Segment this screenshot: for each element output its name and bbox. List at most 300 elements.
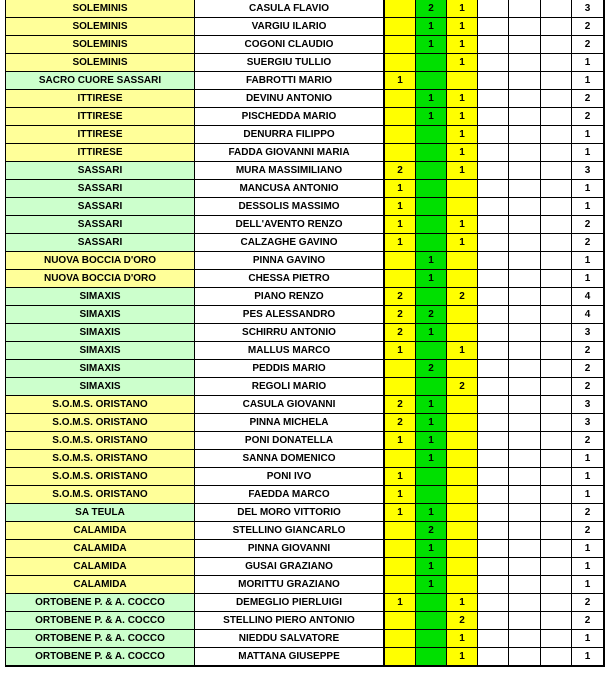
standings-table-body (6, 0, 605, 666)
empty-cell (478, 198, 509, 216)
score-a-cell: 2 (384, 306, 416, 324)
score-b-cell: 2 (416, 360, 447, 378)
table-row (6, 90, 605, 108)
score-b-cell (416, 288, 447, 306)
standings-table (5, 0, 605, 667)
player-name-cell: PIANO RENZO (195, 288, 385, 306)
score-c-cell: 1 (447, 162, 478, 180)
empty-cell (541, 504, 572, 522)
empty-cell (478, 234, 509, 252)
team-cell: SASSARI (6, 198, 195, 216)
score-b-cell: 1 (416, 108, 447, 126)
total-cell: 2 (572, 432, 605, 450)
score-b-cell: 1 (416, 558, 447, 576)
score-a-cell: 1 (384, 198, 416, 216)
empty-cell (541, 72, 572, 90)
score-b-cell: 1 (416, 504, 447, 522)
score-c-cell (447, 414, 478, 432)
empty-cell (541, 612, 572, 630)
total-cell: 2 (572, 504, 605, 522)
empty-cell (509, 18, 541, 36)
empty-cell (509, 270, 541, 288)
team-cell: SASSARI (6, 216, 195, 234)
player-name-cell: FADDA GIOVANNI MARIA (195, 144, 385, 162)
empty-cell (509, 0, 541, 18)
empty-cell (541, 108, 572, 126)
empty-cell (541, 594, 572, 612)
empty-cell (478, 144, 509, 162)
empty-cell (541, 126, 572, 144)
score-c-cell: 1 (447, 342, 478, 360)
table-row (6, 342, 605, 360)
total-cell: 2 (572, 18, 605, 36)
table-row (6, 270, 605, 288)
score-a-cell (384, 54, 416, 72)
total-cell: 3 (572, 162, 605, 180)
player-name-cell: MATTANA GIUSEPPE (195, 648, 385, 667)
total-cell: 3 (572, 0, 605, 18)
team-cell: NUOVA BOCCIA D'ORO (6, 270, 195, 288)
empty-cell (509, 72, 541, 90)
score-b-cell (416, 198, 447, 216)
team-cell: SIMAXIS (6, 324, 195, 342)
table-row (6, 72, 605, 90)
score-a-cell (384, 558, 416, 576)
empty-cell (509, 306, 541, 324)
score-a-cell: 1 (384, 234, 416, 252)
empty-cell (541, 342, 572, 360)
total-cell: 3 (572, 396, 605, 414)
empty-cell (478, 126, 509, 144)
score-b-cell (416, 72, 447, 90)
score-c-cell: 1 (447, 594, 478, 612)
player-name-cell: FABROTTI MARIO (195, 72, 385, 90)
empty-cell (541, 540, 572, 558)
empty-cell (509, 630, 541, 648)
total-cell: 1 (572, 144, 605, 162)
table-row (6, 18, 605, 36)
score-c-cell (447, 468, 478, 486)
total-cell: 2 (572, 36, 605, 54)
player-name-cell: MORITTU GRAZIANO (195, 576, 385, 594)
empty-cell (509, 486, 541, 504)
score-a-cell (384, 360, 416, 378)
score-c-cell (447, 522, 478, 540)
empty-cell (509, 162, 541, 180)
empty-cell (509, 576, 541, 594)
empty-cell (478, 162, 509, 180)
table-row (6, 306, 605, 324)
empty-cell (509, 558, 541, 576)
empty-cell (478, 648, 509, 667)
total-cell: 2 (572, 522, 605, 540)
score-c-cell (447, 486, 478, 504)
score-a-cell: 1 (384, 468, 416, 486)
score-b-cell: 2 (416, 306, 447, 324)
team-cell: ORTOBENE P. & A. COCCO (6, 612, 195, 630)
empty-cell (509, 594, 541, 612)
empty-cell (509, 360, 541, 378)
total-cell: 1 (572, 126, 605, 144)
total-cell: 1 (572, 648, 605, 667)
empty-cell (478, 468, 509, 486)
player-name-cell: DEVINU ANTONIO (195, 90, 385, 108)
empty-cell (478, 72, 509, 90)
empty-cell (478, 396, 509, 414)
score-b-cell: 1 (416, 324, 447, 342)
empty-cell (509, 54, 541, 72)
total-cell: 2 (572, 342, 605, 360)
table-row (6, 324, 605, 342)
score-b-cell (416, 594, 447, 612)
empty-cell (509, 468, 541, 486)
total-cell: 1 (572, 270, 605, 288)
empty-cell (509, 108, 541, 126)
empty-cell (541, 198, 572, 216)
table-row (6, 594, 605, 612)
player-name-cell: PES ALESSANDRO (195, 306, 385, 324)
player-name-cell: NIEDDU SALVATORE (195, 630, 385, 648)
total-cell: 1 (572, 252, 605, 270)
table-row (6, 180, 605, 198)
empty-cell (541, 468, 572, 486)
team-cell: SOLEMINIS (6, 18, 195, 36)
total-cell: 1 (572, 558, 605, 576)
score-c-cell: 1 (447, 630, 478, 648)
score-c-cell (447, 72, 478, 90)
empty-cell (478, 216, 509, 234)
empty-cell (478, 522, 509, 540)
team-cell: S.O.M.S. ORISTANO (6, 432, 195, 450)
score-c-cell: 1 (447, 108, 478, 126)
score-c-cell: 2 (447, 378, 478, 396)
score-a-cell (384, 36, 416, 54)
team-cell: S.O.M.S. ORISTANO (6, 468, 195, 486)
score-c-cell (447, 198, 478, 216)
score-a-cell: 2 (384, 396, 416, 414)
table-row (6, 522, 605, 540)
table-row (6, 558, 605, 576)
total-cell: 1 (572, 540, 605, 558)
table-row (6, 252, 605, 270)
table-row (6, 432, 605, 450)
player-name-cell: PISCHEDDA MARIO (195, 108, 385, 126)
total-cell: 2 (572, 378, 605, 396)
total-cell: 4 (572, 306, 605, 324)
score-b-cell: 1 (416, 270, 447, 288)
score-c-cell (447, 270, 478, 288)
score-b-cell (416, 378, 447, 396)
table-row (6, 198, 605, 216)
player-name-cell: VARGIU ILARIO (195, 18, 385, 36)
empty-cell (509, 216, 541, 234)
team-cell: ITTIRESE (6, 126, 195, 144)
empty-cell (509, 144, 541, 162)
empty-cell (478, 36, 509, 54)
empty-cell (509, 378, 541, 396)
score-a-cell (384, 270, 416, 288)
empty-cell (509, 450, 541, 468)
score-c-cell: 1 (447, 0, 478, 18)
empty-cell (541, 630, 572, 648)
score-b-cell (416, 216, 447, 234)
total-cell: 2 (572, 612, 605, 630)
score-c-cell (447, 432, 478, 450)
team-cell: SA TEULA (6, 504, 195, 522)
score-b-cell (416, 468, 447, 486)
score-c-cell: 1 (447, 54, 478, 72)
table-row (6, 450, 605, 468)
score-b-cell: 1 (416, 540, 447, 558)
score-b-cell (416, 162, 447, 180)
team-cell: S.O.M.S. ORISTANO (6, 486, 195, 504)
total-cell: 2 (572, 90, 605, 108)
empty-cell (509, 198, 541, 216)
empty-cell (478, 630, 509, 648)
player-name-cell: MURA MASSIMILIANO (195, 162, 385, 180)
player-name-cell: DEL MORO VITTORIO (195, 504, 385, 522)
player-name-cell: PONI IVO (195, 468, 385, 486)
score-b-cell (416, 144, 447, 162)
score-b-cell: 1 (416, 36, 447, 54)
total-cell: 2 (572, 594, 605, 612)
player-name-cell: CHESSA PIETRO (195, 270, 385, 288)
team-cell: S.O.M.S. ORISTANO (6, 414, 195, 432)
empty-cell (509, 540, 541, 558)
empty-cell (478, 324, 509, 342)
empty-cell (478, 288, 509, 306)
empty-cell (509, 396, 541, 414)
table-row (6, 486, 605, 504)
score-c-cell: 1 (447, 18, 478, 36)
score-a-cell: 1 (384, 486, 416, 504)
score-b-cell (416, 648, 447, 667)
player-name-cell: PINNA GAVINO (195, 252, 385, 270)
score-a-cell (384, 0, 416, 18)
score-b-cell: 2 (416, 522, 447, 540)
team-cell: SASSARI (6, 162, 195, 180)
empty-cell (478, 306, 509, 324)
total-cell: 1 (572, 630, 605, 648)
score-c-cell (447, 558, 478, 576)
score-b-cell: 1 (416, 432, 447, 450)
score-a-cell (384, 630, 416, 648)
total-cell: 4 (572, 288, 605, 306)
score-a-cell: 2 (384, 288, 416, 306)
player-name-cell: CALZAGHE GAVINO (195, 234, 385, 252)
score-a-cell (384, 378, 416, 396)
score-c-cell: 1 (447, 126, 478, 144)
table-row (6, 612, 605, 630)
player-name-cell: GUSAI GRAZIANO (195, 558, 385, 576)
empty-cell (509, 288, 541, 306)
team-cell: ORTOBENE P. & A. COCCO (6, 648, 195, 667)
player-name-cell: FAEDDA MARCO (195, 486, 385, 504)
team-cell: SASSARI (6, 234, 195, 252)
empty-cell (478, 360, 509, 378)
player-name-cell: PINNA GIOVANNI (195, 540, 385, 558)
team-cell: S.O.M.S. ORISTANO (6, 396, 195, 414)
score-c-cell: 1 (447, 36, 478, 54)
empty-cell (541, 396, 572, 414)
empty-cell (509, 180, 541, 198)
score-a-cell (384, 648, 416, 667)
player-name-cell: DENURRA FILIPPO (195, 126, 385, 144)
empty-cell (478, 180, 509, 198)
empty-cell (509, 234, 541, 252)
table-row (6, 216, 605, 234)
empty-cell (541, 486, 572, 504)
empty-cell (541, 144, 572, 162)
empty-cell (541, 270, 572, 288)
total-cell: 1 (572, 450, 605, 468)
team-cell: ITTIRESE (6, 108, 195, 126)
score-b-cell (416, 342, 447, 360)
score-a-cell (384, 90, 416, 108)
table-row (6, 396, 605, 414)
table-row (6, 36, 605, 54)
table-row (6, 360, 605, 378)
team-cell: SIMAXIS (6, 288, 195, 306)
score-a-cell: 1 (384, 504, 416, 522)
player-name-cell: CASULA FLAVIO (195, 0, 385, 18)
empty-cell (541, 576, 572, 594)
empty-cell (509, 126, 541, 144)
player-name-cell: SUERGIU TULLIO (195, 54, 385, 72)
score-c-cell (447, 180, 478, 198)
empty-cell (478, 594, 509, 612)
score-a-cell (384, 450, 416, 468)
empty-cell (478, 342, 509, 360)
total-cell: 1 (572, 198, 605, 216)
team-cell: CALAMIDA (6, 522, 195, 540)
empty-cell (509, 522, 541, 540)
empty-cell (541, 648, 572, 667)
score-a-cell: 1 (384, 432, 416, 450)
table-row (6, 540, 605, 558)
score-b-cell: 1 (416, 252, 447, 270)
player-name-cell: MANCUSA ANTONIO (195, 180, 385, 198)
team-cell: ITTIRESE (6, 90, 195, 108)
team-cell: NUOVA BOCCIA D'ORO (6, 252, 195, 270)
empty-cell (478, 252, 509, 270)
score-b-cell: 1 (416, 90, 447, 108)
empty-cell (478, 0, 509, 18)
empty-cell (541, 450, 572, 468)
empty-cell (478, 270, 509, 288)
team-cell: CALAMIDA (6, 576, 195, 594)
player-name-cell: PONI DONATELLA (195, 432, 385, 450)
total-cell: 2 (572, 234, 605, 252)
score-c-cell (447, 252, 478, 270)
empty-cell (478, 90, 509, 108)
empty-cell (541, 378, 572, 396)
table-row (6, 126, 605, 144)
empty-cell (541, 0, 572, 18)
empty-cell (541, 234, 572, 252)
empty-cell (509, 36, 541, 54)
empty-cell (478, 558, 509, 576)
player-name-cell: DELL'AVENTO RENZO (195, 216, 385, 234)
empty-cell (478, 504, 509, 522)
empty-cell (478, 450, 509, 468)
total-cell: 2 (572, 108, 605, 126)
total-cell: 1 (572, 72, 605, 90)
team-cell: ORTOBENE P. & A. COCCO (6, 630, 195, 648)
empty-cell (478, 576, 509, 594)
empty-cell (509, 252, 541, 270)
empty-cell (541, 180, 572, 198)
score-b-cell (416, 180, 447, 198)
score-a-cell: 1 (384, 180, 416, 198)
player-name-cell: STELLINO PIERO ANTONIO (195, 612, 385, 630)
score-b-cell (416, 486, 447, 504)
score-c-cell: 1 (447, 648, 478, 667)
player-name-cell: DESSOLIS MASSIMO (195, 198, 385, 216)
score-b-cell: 1 (416, 396, 447, 414)
table-row (6, 108, 605, 126)
team-cell: SIMAXIS (6, 360, 195, 378)
empty-cell (478, 378, 509, 396)
score-a-cell (384, 144, 416, 162)
empty-cell (541, 522, 572, 540)
empty-cell (478, 612, 509, 630)
score-b-cell (416, 234, 447, 252)
team-cell: ORTOBENE P. & A. COCCO (6, 594, 195, 612)
score-c-cell: 2 (447, 288, 478, 306)
table-row (6, 378, 605, 396)
score-c-cell (447, 504, 478, 522)
empty-cell (541, 216, 572, 234)
score-c-cell: 2 (447, 612, 478, 630)
table-row (6, 414, 605, 432)
empty-cell (509, 612, 541, 630)
score-a-cell (384, 108, 416, 126)
total-cell: 2 (572, 360, 605, 378)
table-row (6, 648, 605, 667)
score-a-cell: 1 (384, 72, 416, 90)
table-row (6, 162, 605, 180)
empty-cell (541, 90, 572, 108)
player-name-cell: PINNA MICHELA (195, 414, 385, 432)
score-a-cell (384, 522, 416, 540)
empty-cell (541, 54, 572, 72)
score-b-cell (416, 612, 447, 630)
score-a-cell: 1 (384, 594, 416, 612)
player-name-cell: SANNA DOMENICO (195, 450, 385, 468)
score-b-cell: 2 (416, 0, 447, 18)
team-cell: SOLEMINIS (6, 36, 195, 54)
player-name-cell: SCHIRRU ANTONIO (195, 324, 385, 342)
player-name-cell: DEMEGLIO PIERLUIGI (195, 594, 385, 612)
team-cell: ITTIRESE (6, 144, 195, 162)
table-row (6, 504, 605, 522)
empty-cell (509, 648, 541, 667)
player-name-cell: CASULA GIOVANNI (195, 396, 385, 414)
total-cell: 2 (572, 216, 605, 234)
empty-cell (541, 558, 572, 576)
empty-cell (541, 18, 572, 36)
empty-cell (478, 486, 509, 504)
empty-cell (478, 414, 509, 432)
table-row (6, 144, 605, 162)
score-a-cell: 2 (384, 162, 416, 180)
table-row (6, 288, 605, 306)
empty-cell (509, 324, 541, 342)
empty-cell (541, 360, 572, 378)
score-c-cell (447, 576, 478, 594)
score-b-cell: 1 (416, 450, 447, 468)
